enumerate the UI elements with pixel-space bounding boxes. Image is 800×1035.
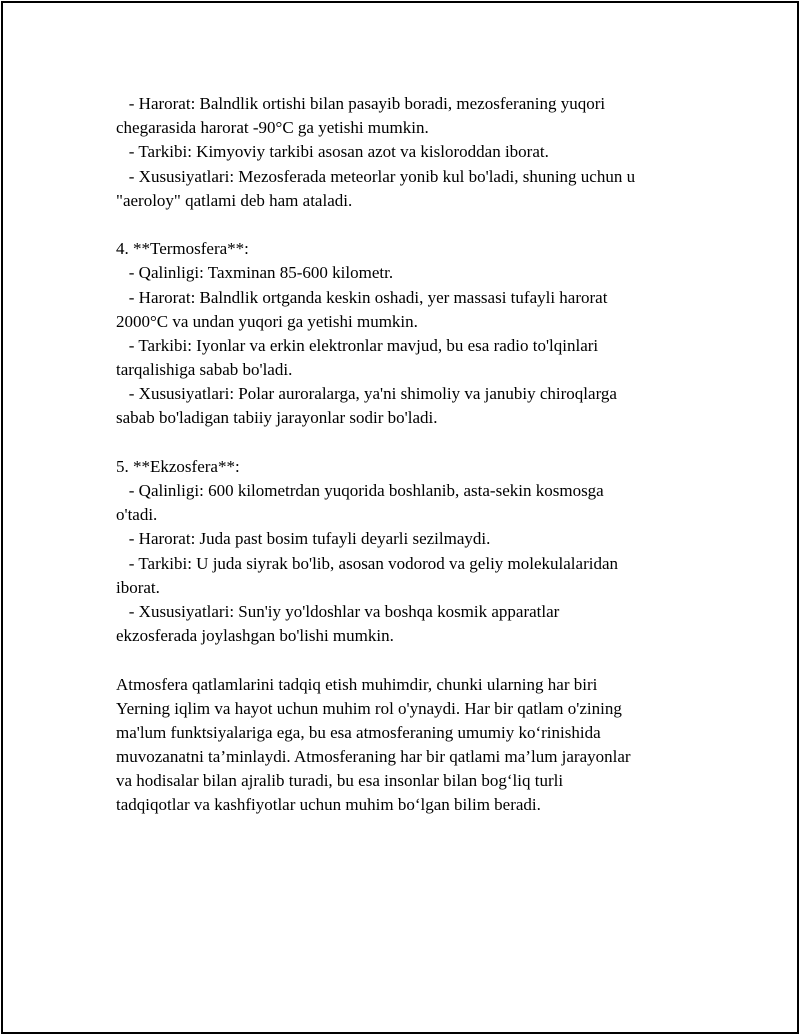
text-line: - Qalinligi: Taxminan 85-600 kilometr. (116, 263, 394, 283)
text-line: - Tarkibi: Iyonlar va erkin elektronlar mavjud, bu esa radio to'lqinlari (116, 335, 599, 355)
text-line: tadqiqotlar va kashfiyotlar uchun muhim bo‘lgan bilim beradi. (116, 795, 541, 815)
text-line: - Xususiyatlari: Polar auroralarga, ya'ni shimoliy va janubiy chiroqlarga (116, 384, 617, 404)
text-line: muvozanatni ta’minlaydi. Atmosferaning har bir qatlami ma’lum jarayonlar (116, 747, 631, 767)
text-line: - Xususiyatlari: Mezosferada meteorlar yonib kul bo'ladi, shuning uchun u (116, 166, 636, 186)
paragraph-gap (116, 213, 686, 237)
paragraph-gap (116, 648, 686, 672)
text-line: chegarasida harorat -90°C ga yetishi mumkin. (116, 118, 429, 138)
conclusion-paragraph (116, 673, 686, 818)
text-line: iborat. (116, 577, 160, 597)
text-line: - Xususiyatlari: Sun'iy yo'ldoshlar va boshqa kosmik apparatlar (116, 601, 560, 621)
page-body (116, 92, 686, 818)
ekzosfera-section (116, 455, 686, 649)
text-line: ekzosferada joylashgan bo'lishi mumkin. (116, 626, 394, 646)
text-line: - Qalinligi: 600 kilometrdan yuqorida boshlanib, asta-sekin kosmosga (116, 481, 604, 500)
text-line: o'tadi. (116, 505, 158, 525)
text-line: - Harorat: Juda past bosim tufayli deyarli sezilmaydi. (116, 529, 491, 549)
mezosfera-section (116, 92, 686, 213)
text-line: va hodisalar bilan ajralib turadi, bu esa insonlar bilan bog‘liq turli (116, 771, 564, 791)
text-line: - Tarkibi: U juda siyrak bo'lib, asosan vodorod va geliy molekulalaridan (116, 553, 619, 573)
text-line: "aeroloy" qatlami deb ham ataladi. (116, 190, 353, 210)
text-line: - Harorat: Balndlik ortganda keskin oshadi, yer massasi tufayli harorat (116, 287, 608, 307)
section-heading: 5. **Ekzosfera**: (116, 456, 240, 476)
text-line: Atmosfera qatlamlarini tadqiq etish muhimdir, chunki ularning har biri (116, 674, 598, 694)
section-heading: 4. **Termosfera**: (116, 239, 249, 259)
text-line: sabab bo'ladigan tabiiy jarayonlar sodir bo'ladi. (116, 408, 438, 428)
text-line: ma'lum funktsiyalariga ega, bu esa atmosferaning umumiy ko‘rinishida (116, 722, 601, 742)
termosfera-section (116, 237, 686, 431)
text-line: Yerning iqlim va hayot uchun muhim rol o'ynaydi. Har bir qatlam o'zining (116, 698, 622, 718)
text-line: - Harorat: Balndlik ortishi bilan pasayib boradi, mezosferaning yuqori (116, 94, 606, 113)
text-line: 2000°C va undan yuqori ga yetishi mumkin. (116, 311, 418, 331)
text-line: - Tarkibi: Kimyoviy tarkibi asosan azot va kisloroddan iborat. (116, 142, 549, 162)
paragraph-gap (116, 431, 686, 455)
text-line: tarqalishiga sabab bo'ladi. (116, 360, 293, 380)
